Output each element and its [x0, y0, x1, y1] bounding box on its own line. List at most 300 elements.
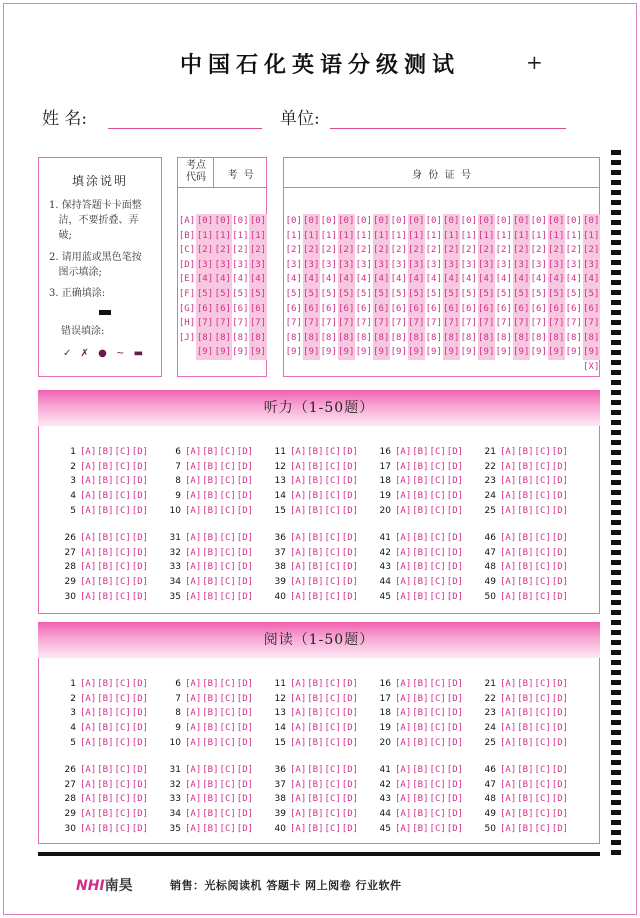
bubble[interactable]: [8]	[548, 332, 565, 343]
option-bubble[interactable]: [D]	[131, 547, 149, 558]
option-bubble[interactable]: [D]	[551, 794, 569, 805]
option-bubble[interactable]: [D]	[131, 476, 149, 487]
option-bubble[interactable]: [C]	[114, 447, 131, 457]
bubble[interactable]: [3]	[390, 259, 407, 270]
option-bubble[interactable]: [D]	[446, 476, 464, 487]
bubble[interactable]: [3]	[249, 259, 267, 270]
option-bubble[interactable]: [D]	[551, 533, 569, 543]
option-bubble[interactable]: [C]	[324, 708, 341, 719]
bubble[interactable]: [0]	[285, 216, 302, 226]
option-bubble[interactable]: [D]	[131, 679, 149, 689]
bubble[interactable]: [7]	[513, 318, 530, 329]
option-bubble[interactable]: [B]	[412, 461, 429, 472]
id-x-bubble[interactable]: [X]	[583, 362, 600, 372]
bubble[interactable]: [1]	[425, 230, 442, 241]
option-bubble[interactable]: [B]	[202, 708, 219, 719]
option-bubble[interactable]: [A]	[395, 591, 412, 602]
bubble[interactable]: [0]	[373, 216, 390, 226]
option-bubble[interactable]: [A]	[290, 779, 307, 790]
option-bubble[interactable]: [C]	[534, 533, 551, 543]
bubble[interactable]: [3]	[320, 259, 337, 270]
name-field[interactable]	[108, 128, 262, 129]
bubble[interactable]: [6]	[373, 303, 390, 314]
bubble[interactable]: [5]	[196, 288, 214, 299]
bubble[interactable]: [1]	[373, 230, 390, 241]
bubble[interactable]: [5]	[583, 288, 600, 299]
option-bubble[interactable]: [B]	[517, 723, 534, 734]
bubble[interactable]: [5]	[285, 288, 302, 299]
bubble[interactable]: [H]	[178, 318, 196, 329]
option-bubble[interactable]: [A]	[185, 823, 202, 834]
bubble[interactable]: [2]	[565, 245, 582, 256]
option-bubble[interactable]: [C]	[534, 505, 551, 516]
option-bubble[interactable]: [B]	[97, 577, 114, 588]
option-bubble[interactable]: [C]	[534, 562, 551, 573]
option-bubble[interactable]: [A]	[185, 591, 202, 602]
option-bubble[interactable]: [B]	[97, 794, 114, 805]
bubble[interactable]: [4]	[373, 274, 390, 285]
bubble[interactable]: [7]	[196, 318, 214, 329]
bubble[interactable]: [0]	[196, 216, 214, 226]
option-bubble[interactable]: [C]	[534, 491, 551, 502]
option-bubble[interactable]: [B]	[307, 708, 324, 719]
bubble[interactable]: [1]	[495, 230, 512, 241]
bubble[interactable]: [4]	[583, 274, 600, 285]
option-bubble[interactable]: [B]	[202, 794, 219, 805]
option-bubble[interactable]: [D]	[551, 577, 569, 588]
option-bubble[interactable]: [B]	[307, 547, 324, 558]
bubble[interactable]: [5]	[320, 288, 337, 299]
option-bubble[interactable]: [C]	[114, 693, 131, 704]
option-bubble[interactable]: [B]	[307, 693, 324, 704]
bubble[interactable]: [0]	[303, 216, 320, 226]
option-bubble[interactable]: [C]	[324, 779, 341, 790]
bubble[interactable]: [4]	[390, 274, 407, 285]
bubble[interactable]: [1]	[443, 230, 460, 241]
option-bubble[interactable]: [A]	[80, 547, 97, 558]
bubble[interactable]: [7]	[249, 318, 267, 329]
bubble[interactable]: [2]	[478, 245, 495, 256]
option-bubble[interactable]: [A]	[500, 533, 517, 543]
option-bubble[interactable]: [C]	[114, 533, 131, 543]
option-bubble[interactable]: [A]	[185, 809, 202, 820]
option-bubble[interactable]: [C]	[534, 476, 551, 487]
option-bubble[interactable]: [D]	[446, 447, 464, 457]
option-bubble[interactable]: [D]	[446, 505, 464, 516]
bubble[interactable]: [6]	[390, 303, 407, 314]
option-bubble[interactable]: [A]	[185, 533, 202, 543]
bubble[interactable]: [1]	[460, 230, 477, 241]
option-bubble[interactable]: [B]	[412, 447, 429, 457]
option-bubble[interactable]: [B]	[97, 591, 114, 602]
bubble[interactable]: [7]	[408, 318, 425, 329]
option-bubble[interactable]: [B]	[307, 505, 324, 516]
option-bubble[interactable]: [D]	[131, 794, 149, 805]
option-bubble[interactable]: [D]	[341, 491, 359, 502]
option-bubble[interactable]: [C]	[114, 794, 131, 805]
option-bubble[interactable]: [D]	[551, 809, 569, 820]
option-bubble[interactable]: [A]	[395, 679, 412, 689]
option-bubble[interactable]: [D]	[236, 547, 254, 558]
bubble[interactable]: [9]	[530, 347, 547, 358]
option-bubble[interactable]: [A]	[290, 476, 307, 487]
option-bubble[interactable]: [B]	[202, 809, 219, 820]
option-bubble[interactable]: [A]	[80, 461, 97, 472]
option-bubble[interactable]: [C]	[429, 447, 446, 457]
bubble[interactable]: [1]	[548, 230, 565, 241]
option-bubble[interactable]: [A]	[80, 447, 97, 457]
option-bubble[interactable]: [A]	[80, 794, 97, 805]
option-bubble[interactable]: [D]	[131, 693, 149, 704]
option-bubble[interactable]: [A]	[80, 505, 97, 516]
bubble[interactable]: [5]	[232, 288, 249, 299]
bubble[interactable]: [4]	[232, 274, 249, 285]
bubble[interactable]: [3]	[513, 259, 530, 270]
option-bubble[interactable]: [A]	[290, 505, 307, 516]
option-bubble[interactable]: [C]	[114, 708, 131, 719]
option-bubble[interactable]: [D]	[551, 723, 569, 734]
option-bubble[interactable]: [C]	[534, 765, 551, 775]
bubble[interactable]: [0]	[232, 216, 249, 226]
option-bubble[interactable]: [A]	[500, 447, 517, 457]
option-bubble[interactable]: [B]	[517, 679, 534, 689]
option-bubble[interactable]: [B]	[97, 779, 114, 790]
bubble[interactable]: [1]	[530, 230, 547, 241]
bubble[interactable]: [3]	[530, 259, 547, 270]
bubble[interactable]: [6]	[425, 303, 442, 314]
bubble[interactable]: [5]	[303, 288, 320, 299]
bubble[interactable]: [7]	[583, 318, 600, 329]
option-bubble[interactable]: [D]	[236, 461, 254, 472]
option-bubble[interactable]: [D]	[236, 723, 254, 734]
option-bubble[interactable]: [B]	[202, 693, 219, 704]
bubble[interactable]: [8]	[373, 332, 390, 343]
bubble[interactable]: [6]	[285, 303, 302, 314]
bubble[interactable]: [7]	[285, 318, 302, 329]
option-bubble[interactable]: [B]	[412, 809, 429, 820]
option-bubble[interactable]: [C]	[429, 723, 446, 734]
option-bubble[interactable]: [C]	[114, 823, 131, 834]
option-bubble[interactable]: [C]	[114, 765, 131, 775]
option-bubble[interactable]: [B]	[517, 765, 534, 775]
option-bubble[interactable]: [B]	[517, 505, 534, 516]
option-bubble[interactable]: [B]	[517, 547, 534, 558]
bubble[interactable]: [0]	[513, 216, 530, 226]
bubble[interactable]: [F]	[178, 288, 196, 299]
option-bubble[interactable]: [C]	[429, 476, 446, 487]
option-bubble[interactable]: [A]	[80, 737, 97, 748]
option-bubble[interactable]: [A]	[185, 737, 202, 748]
bubble[interactable]: [2]	[408, 245, 425, 256]
option-bubble[interactable]: [D]	[131, 577, 149, 588]
bubble[interactable]: [4]	[214, 274, 231, 285]
option-bubble[interactable]: [B]	[307, 533, 324, 543]
option-bubble[interactable]: [B]	[307, 765, 324, 775]
option-bubble[interactable]: [B]	[97, 547, 114, 558]
option-bubble[interactable]: [D]	[236, 737, 254, 748]
option-bubble[interactable]: [D]	[551, 447, 569, 457]
option-bubble[interactable]: [B]	[97, 737, 114, 748]
bubble[interactable]: [9]	[196, 347, 214, 358]
option-bubble[interactable]: [A]	[395, 723, 412, 734]
bubble[interactable]: [6]	[565, 303, 582, 314]
option-bubble[interactable]: [D]	[446, 461, 464, 472]
bubble[interactable]: [1]	[303, 230, 320, 241]
option-bubble[interactable]: [A]	[395, 794, 412, 805]
option-bubble[interactable]: [D]	[131, 723, 149, 734]
option-bubble[interactable]: [D]	[131, 809, 149, 820]
bubble[interactable]: [7]	[443, 318, 460, 329]
option-bubble[interactable]: [C]	[534, 723, 551, 734]
option-bubble[interactable]: [D]	[551, 476, 569, 487]
option-bubble[interactable]: [D]	[236, 794, 254, 805]
option-bubble[interactable]: [B]	[202, 723, 219, 734]
bubble[interactable]: [6]	[478, 303, 495, 314]
option-bubble[interactable]: [A]	[185, 491, 202, 502]
option-bubble[interactable]: [A]	[500, 809, 517, 820]
bubble[interactable]: [8]	[320, 332, 337, 343]
option-bubble[interactable]: [A]	[500, 679, 517, 689]
option-bubble[interactable]: [C]	[324, 547, 341, 558]
option-bubble[interactable]: [B]	[412, 476, 429, 487]
option-bubble[interactable]: [B]	[412, 491, 429, 502]
option-bubble[interactable]: [D]	[341, 823, 359, 834]
option-bubble[interactable]: [C]	[219, 823, 236, 834]
option-bubble[interactable]: [D]	[446, 779, 464, 790]
option-bubble[interactable]: [C]	[219, 737, 236, 748]
option-bubble[interactable]: [B]	[412, 779, 429, 790]
option-bubble[interactable]: [C]	[324, 447, 341, 457]
option-bubble[interactable]: [C]	[114, 547, 131, 558]
option-bubble[interactable]: [D]	[341, 809, 359, 820]
bubble[interactable]: [4]	[513, 274, 530, 285]
bubble[interactable]: [2]	[443, 245, 460, 256]
option-bubble[interactable]: [B]	[517, 693, 534, 704]
option-bubble[interactable]: [B]	[97, 823, 114, 834]
option-bubble[interactable]: [C]	[114, 476, 131, 487]
bubble[interactable]: [5]	[530, 288, 547, 299]
bubble[interactable]: [5]	[513, 288, 530, 299]
option-bubble[interactable]: [D]	[341, 562, 359, 573]
bubble[interactable]: [6]	[548, 303, 565, 314]
option-bubble[interactable]: [A]	[500, 577, 517, 588]
option-bubble[interactable]: [B]	[202, 679, 219, 689]
option-bubble[interactable]: [C]	[219, 562, 236, 573]
option-bubble[interactable]: [B]	[307, 723, 324, 734]
option-bubble[interactable]: [A]	[395, 577, 412, 588]
bubble[interactable]: [2]	[232, 245, 249, 256]
bubble[interactable]: [7]	[495, 318, 512, 329]
option-bubble[interactable]: [A]	[185, 708, 202, 719]
option-bubble[interactable]: [C]	[429, 491, 446, 502]
option-bubble[interactable]: [A]	[80, 823, 97, 834]
option-bubble[interactable]: [B]	[202, 591, 219, 602]
bubble[interactable]: [5]	[390, 288, 407, 299]
bubble[interactable]: [1]	[249, 230, 267, 241]
option-bubble[interactable]: [D]	[131, 505, 149, 516]
option-bubble[interactable]: [D]	[341, 533, 359, 543]
bubble[interactable]: [6]	[408, 303, 425, 314]
option-bubble[interactable]: [A]	[290, 765, 307, 775]
bubble[interactable]: [9]	[303, 347, 320, 358]
option-bubble[interactable]: [A]	[500, 591, 517, 602]
option-bubble[interactable]: [A]	[185, 723, 202, 734]
bubble[interactable]: [6]	[338, 303, 355, 314]
bubble[interactable]: [7]	[460, 318, 477, 329]
option-bubble[interactable]: [D]	[236, 765, 254, 775]
option-bubble[interactable]: [D]	[446, 737, 464, 748]
bubble[interactable]: [3]	[338, 259, 355, 270]
option-bubble[interactable]: [B]	[97, 491, 114, 502]
option-bubble[interactable]: [C]	[219, 461, 236, 472]
option-bubble[interactable]: [D]	[131, 533, 149, 543]
option-bubble[interactable]: [D]	[551, 693, 569, 704]
option-bubble[interactable]: [C]	[219, 591, 236, 602]
option-bubble[interactable]: [A]	[185, 577, 202, 588]
option-bubble[interactable]: [D]	[446, 577, 464, 588]
option-bubble[interactable]: [B]	[412, 693, 429, 704]
option-bubble[interactable]: [A]	[290, 591, 307, 602]
option-bubble[interactable]: [A]	[395, 505, 412, 516]
option-bubble[interactable]: [A]	[185, 765, 202, 775]
option-bubble[interactable]: [D]	[446, 547, 464, 558]
option-bubble[interactable]: [B]	[517, 461, 534, 472]
bubble[interactable]: [9]	[408, 347, 425, 358]
option-bubble[interactable]: [C]	[534, 794, 551, 805]
option-bubble[interactable]: [C]	[324, 562, 341, 573]
option-bubble[interactable]: [B]	[97, 461, 114, 472]
option-bubble[interactable]: [A]	[395, 533, 412, 543]
option-bubble[interactable]: [A]	[185, 547, 202, 558]
option-bubble[interactable]: [D]	[341, 505, 359, 516]
option-bubble[interactable]: [B]	[307, 577, 324, 588]
option-bubble[interactable]: [B]	[97, 765, 114, 775]
bubble[interactable]: [9]	[320, 347, 337, 358]
option-bubble[interactable]: [B]	[307, 591, 324, 602]
option-bubble[interactable]: [D]	[236, 505, 254, 516]
bubble[interactable]: [9]	[285, 347, 302, 358]
bubble[interactable]: [5]	[408, 288, 425, 299]
option-bubble[interactable]: [B]	[517, 447, 534, 457]
option-bubble[interactable]: [C]	[534, 823, 551, 834]
bubble[interactable]: [B]	[178, 230, 196, 241]
bubble[interactable]: [0]	[443, 216, 460, 226]
option-bubble[interactable]: [B]	[307, 809, 324, 820]
option-bubble[interactable]: [A]	[185, 476, 202, 487]
bubble[interactable]: [4]	[408, 274, 425, 285]
bubble[interactable]: [2]	[583, 245, 600, 256]
option-bubble[interactable]: [D]	[551, 708, 569, 719]
option-bubble[interactable]: [A]	[185, 505, 202, 516]
option-bubble[interactable]: [B]	[412, 737, 429, 748]
option-bubble[interactable]: [D]	[446, 809, 464, 820]
option-bubble[interactable]: [B]	[307, 447, 324, 457]
bubble[interactable]: [2]	[513, 245, 530, 256]
bubble[interactable]: [7]	[320, 318, 337, 329]
option-bubble[interactable]: [C]	[219, 491, 236, 502]
bubble[interactable]: [9]	[249, 347, 267, 358]
option-bubble[interactable]: [B]	[412, 547, 429, 558]
option-bubble[interactable]: [B]	[517, 591, 534, 602]
bubble[interactable]: [9]	[355, 347, 372, 358]
bubble[interactable]: [7]	[390, 318, 407, 329]
option-bubble[interactable]: [B]	[202, 765, 219, 775]
bubble[interactable]: [0]	[565, 216, 582, 226]
bubble[interactable]: [8]	[583, 332, 600, 343]
option-bubble[interactable]: [D]	[131, 765, 149, 775]
option-bubble[interactable]: [B]	[202, 779, 219, 790]
option-bubble[interactable]: [C]	[114, 562, 131, 573]
bubble[interactable]: [1]	[565, 230, 582, 241]
bubble[interactable]: [3]	[232, 259, 249, 270]
bubble[interactable]: [3]	[565, 259, 582, 270]
bubble[interactable]: [7]	[565, 318, 582, 329]
option-bubble[interactable]: [C]	[429, 591, 446, 602]
bubble[interactable]: [8]	[495, 332, 512, 343]
bubble[interactable]: [6]	[530, 303, 547, 314]
bubble[interactable]: [5]	[460, 288, 477, 299]
bubble[interactable]: [5]	[548, 288, 565, 299]
bubble[interactable]: [0]	[425, 216, 442, 226]
option-bubble[interactable]: [C]	[114, 737, 131, 748]
option-bubble[interactable]: [C]	[324, 533, 341, 543]
bubble[interactable]: [9]	[373, 347, 390, 358]
bubble[interactable]: [7]	[530, 318, 547, 329]
option-bubble[interactable]: [B]	[202, 547, 219, 558]
bubble[interactable]: [0]	[249, 216, 267, 226]
bubble[interactable]: [5]	[425, 288, 442, 299]
option-bubble[interactable]: [A]	[290, 447, 307, 457]
option-bubble[interactable]: [A]	[395, 823, 412, 834]
bubble[interactable]: [3]	[303, 259, 320, 270]
bubble[interactable]: [2]	[320, 245, 337, 256]
option-bubble[interactable]: [A]	[80, 562, 97, 573]
bubble[interactable]: [6]	[460, 303, 477, 314]
option-bubble[interactable]: [A]	[500, 693, 517, 704]
bubble[interactable]: [3]	[425, 259, 442, 270]
option-bubble[interactable]: [D]	[341, 591, 359, 602]
option-bubble[interactable]: [A]	[80, 533, 97, 543]
option-bubble[interactable]: [D]	[341, 679, 359, 689]
bubble[interactable]: [9]	[443, 347, 460, 358]
option-bubble[interactable]: [A]	[500, 562, 517, 573]
bubble[interactable]: [9]	[513, 347, 530, 358]
bubble[interactable]: [0]	[548, 216, 565, 226]
bubble[interactable]: [7]	[338, 318, 355, 329]
option-bubble[interactable]: [B]	[517, 577, 534, 588]
option-bubble[interactable]: [C]	[534, 779, 551, 790]
option-bubble[interactable]: [B]	[412, 723, 429, 734]
bubble[interactable]: [7]	[214, 318, 231, 329]
option-bubble[interactable]: [D]	[446, 823, 464, 834]
option-bubble[interactable]: [A]	[185, 461, 202, 472]
bubble[interactable]: [7]	[303, 318, 320, 329]
option-bubble[interactable]: [C]	[219, 547, 236, 558]
option-bubble[interactable]: [A]	[80, 779, 97, 790]
option-bubble[interactable]: [B]	[97, 679, 114, 689]
bubble[interactable]: [2]	[285, 245, 302, 256]
option-bubble[interactable]: [A]	[500, 547, 517, 558]
bubble[interactable]: [9]	[460, 347, 477, 358]
option-bubble[interactable]: [D]	[551, 765, 569, 775]
option-bubble[interactable]: [A]	[500, 723, 517, 734]
bubble[interactable]: [8]	[408, 332, 425, 343]
option-bubble[interactable]: [C]	[429, 693, 446, 704]
option-bubble[interactable]: [C]	[324, 476, 341, 487]
option-bubble[interactable]: [D]	[131, 823, 149, 834]
option-bubble[interactable]: [C]	[114, 505, 131, 516]
option-bubble[interactable]: [A]	[80, 693, 97, 704]
